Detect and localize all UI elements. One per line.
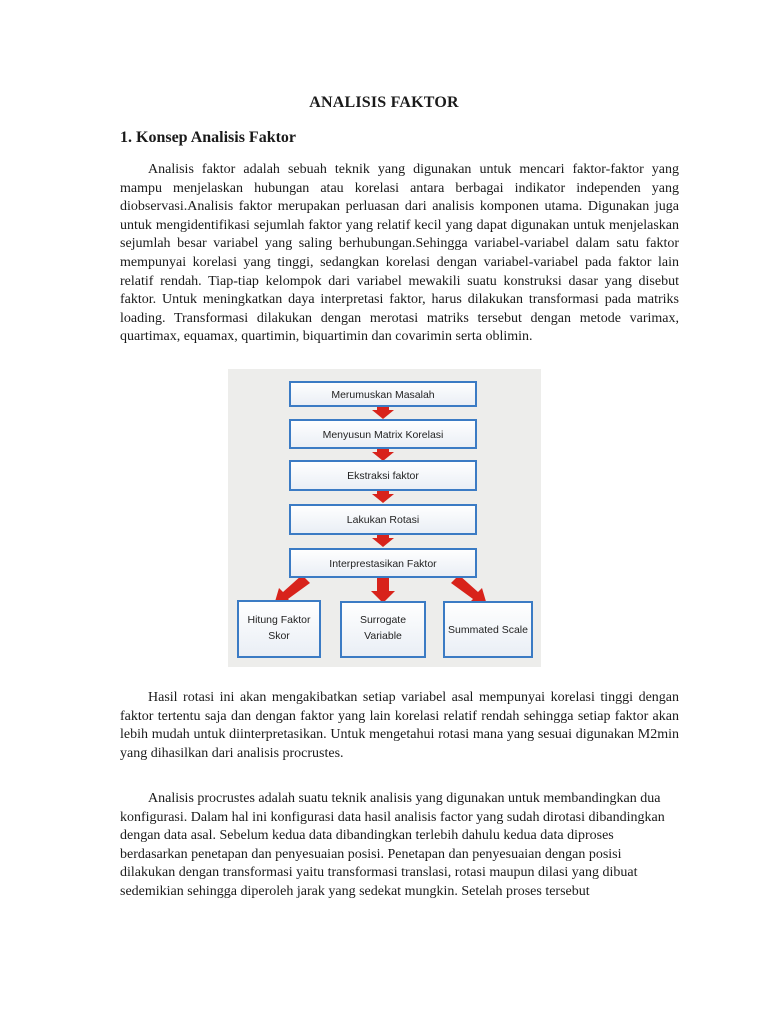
step-2-label: Menyusun Matrix Korelasi xyxy=(322,429,444,441)
paragraph-procrustes: Analisis procrustes adalah suatu teknik analisis yang digunakan untuk membandingkan dua konfigurasi. Dalam hal ini konfigurasi data hasil analisis factor yang sudah dirotasi dibandingkan dengan data asal. Sebelum kedua data dibandingkan terlebih dahulu kedua data diproses berdasarkan penetapan dan penyesuaian posisi. Penetapan dan penyesuaian dengan posisi dilakukan dengan transformasi yaitu transformasi translasi, rotasi maupun dilasi yang dibuat sedemikian sehingga diperoleh jarak yang sedekat mungkin. Setelah proses tersebut xyxy=(120,791,665,899)
arrow-branch-right xyxy=(451,575,487,605)
arrow-down-3 xyxy=(372,490,394,503)
step-3-label: Ekstraksi faktor xyxy=(347,470,419,482)
output-3-line-1: Summated Scale xyxy=(448,624,528,636)
arrow-down-4 xyxy=(372,534,394,547)
arrow-down-2 xyxy=(372,448,394,461)
step-4-label: Lakukan Rotasi xyxy=(346,514,420,526)
section-heading: 1. Konsep Analisis Faktor xyxy=(120,129,297,146)
output-2-line-2: Variable xyxy=(364,630,402,642)
step-1-label: Merumuskan Masalah xyxy=(331,389,435,401)
flow-outputs xyxy=(238,601,532,657)
output-1-line-1: Hitung Faktor xyxy=(247,614,311,626)
flowchart-figure xyxy=(228,369,541,667)
output-2-line-1: Surrogate xyxy=(359,614,407,626)
arrow-down-1 xyxy=(372,406,394,419)
paragraph-rotation: Hasil rotasi ini akan mengakibatkan setiap variabel asal mempunyai korelasi tinggi dengan faktor tertentu saja dan dengan faktor yang lain korelasi relatif rendah sehingga setiap faktor akan lebih mudah untuk diinterpretasikan. Untuk mengetahui rotasi mana yang sesuai digunakan M2min yang dihasilkan dari analisis procrustes. xyxy=(120,690,679,761)
output-1-line-2: Skor xyxy=(268,630,290,642)
page-title: ANALISIS FAKTOR xyxy=(309,94,459,111)
arrow-branch-center xyxy=(371,577,395,603)
paragraph-intro: Analisis faktor adalah sebuah teknik yang digunakan untuk mencari faktor-faktor yang mampu menjelaskan hubungan atau korelasi antara berbagai indikator independen yang diobservasi.Analisis faktor merupakan perluasan dari analisis komponen utama. Digunakan juga untuk mengidentifikasi sejumlah faktor yang relatif kecil yang dapat digunakan untuk menjelaskan sejumlah besar variabel yang saling berhubungan.Sehingga variabel-variabel dalam satu faktor mempunyai korelasi yang tinggi, sedangkan korelasi dengan variabel-variabel pada faktor lain relatif rendah. Tiap-tiap kelompok dari variabel mewakili suatu konstruksi dasar yang disebut faktor. Untuk meningkatkan daya interpretasi faktor, harus dilakukan transformasi pada matriks loading. Transformasi dilakukan dengan merotasi matriks tersebut dengan metode varimax, quartimax, equamax, quartimin, biquartimin dan covarimin serta oblimin. xyxy=(120,162,679,345)
step-5-label: Interprestasikan Faktor xyxy=(329,558,437,570)
